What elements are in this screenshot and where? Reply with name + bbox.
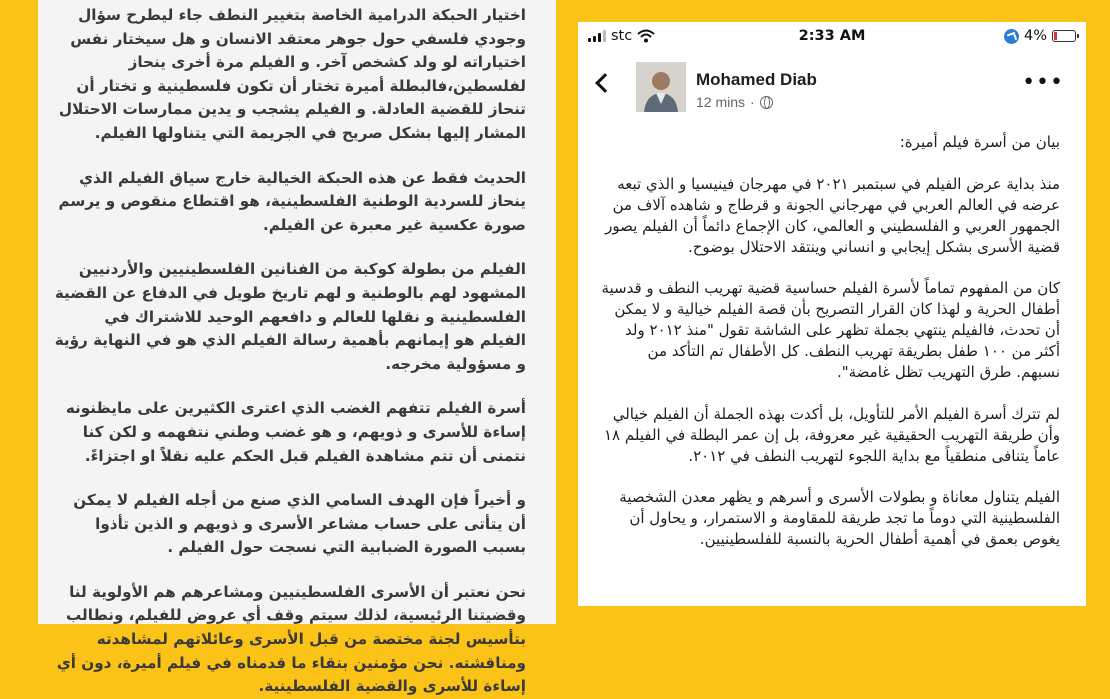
statement-paragraph: أسرة الفيلم تتفهم الغضب الذي اعترى الكثيرين على مايظنونه إساءة للأسرى و ذويهم، و هو غضب وطني نتفهمه و لكن كنا نتمنى أن تتم مشاهدة الفيلم قبل الحكم عليه نقلاً او اجتزاءً. xyxy=(65,399,526,465)
post-paragraph: منذ بداية عرض الفيلم في سبتمبر ٢٠٢١ في مهرجان فينيسيا و الذي تبعه عرضه في العالم العربي في مهرجاني الجونة و قرطاج و شاهده آلاف من الجمهور العربي و الفلسطيني و العالمي، كان الإجماع دائماً أن الفيلم يصور قضية الأسرى بشكل إيجابي و انساني وينتقد الاحتلال بوضوح. xyxy=(605,174,1060,256)
post-paragraph: بيان من أسرة فيلم أميرة: xyxy=(899,133,1060,151)
status-time: 2:33 AM xyxy=(798,28,866,44)
statement-paragraph: نحن نعتبر أن الأسرى الفلسطينيين ومشاعرهم هم الأولوية لنا وقضيتنا الرئيسية، لذلك سيتم وقف أي عروض للفيلم، ونطالب بتأسيس لجنة مختصة من قبل الأسرى وعائلاتهم لمشاهدته ومناقشته. نحن مؤمنين بنقاء ما قدمناه في فيلم أميرة، دون أي إساءة للأسرى والقضية الفلسطينية. xyxy=(56,582,526,696)
statement-paragraph: الفيلم من بطولة كوكبة من الفنانين الفلسطينيين والأردنيين المشهود لهم بالوطنية و لهم تاريخ طويل في الدفاع عن القضية الفلسطينية و نقلها للعالم و دافعهم الوحيد للاشتراك في الفيلم هو إيمانهم بأهمية رسالة الفيلم الذي هو في النهاية رؤية و مسؤولية مخرجه. xyxy=(54,260,526,373)
statement-paragraph: الحديث فقط عن هذه الحبكة الخيالية خارج سياق الفيلم الذي ينحاز للسردية الوطنية الفلسطينية، هو اقتطاع منقوص و يرسم صورة عكسية غير معبرة عن الفيلم. xyxy=(58,168,526,234)
status-bar xyxy=(578,22,1086,52)
carrier-label: stc xyxy=(611,28,633,44)
post-paragraph: الفيلم يتناول معاناة و بطولات الأسرى و أسرهم و يظهر معدن الشخصية الفلسطينية التي دوماً ما تجد طريقة للمقاومة و الاستمرار، و يحاول أن يغوص بعمق في أهمية أطفال الحرية بالنسبة للفلسطينيين. xyxy=(619,488,1060,548)
post-body xyxy=(578,132,1086,550)
battery-icon xyxy=(1052,30,1076,42)
meta-dot: · xyxy=(750,94,755,110)
battery-percent: 4% xyxy=(1023,28,1047,44)
statement-paragraph: و أخيراً فإن الهدف السامي الذي صنع من أجله الفيلم لا يمكن أن يتأتى على حساب مشاعر الأسرى و ذويهم و الذين تأذوا بسبب الصورة الضبابية التي نسجت حول الفيلم . xyxy=(73,491,526,557)
post-paragraph: كان من المفهوم تماماً لأسرة الفيلم حساسية قضية تهريب النطف و قدسية أطفال الحرية و لهذا كان القرار التصريح بأن قصة الفيلم خيالية و لا يمكن أن تحدث، فالفيلم ينتهي بجملة تظهر على الشاشة تقول "منذ ٢٠١٢ ولد أكثر من ١٠٠ طفل بطريقة تهريب النطف. كل الأطفال تم التأكد من نسبهم. طرق التهريب تظل غامضة". xyxy=(601,279,1060,381)
location-icon xyxy=(1004,29,1019,44)
post-meta xyxy=(696,94,773,110)
post-paragraph: لم تترك أسرة الفيلم الأمر للتأويل، بل أكدت بهذه الجملة أن الفيلم خيالي وأن طريقة التهريب الحقيقية غير معروفة، بل إن عمر البطلة في الفيلم ١٨ عاماً يتنافى منطقياً مع بداية اللجوء لتهريب النطف في ٢٠١٢. xyxy=(604,404,1060,465)
post-time[interactable]: 12 mins xyxy=(696,94,746,110)
statement-paragraph: اختيار الحبكة الدرامية الخاصة بتغيير النطف جاء ليطرح سؤال وجودي فلسفي حول جوهر معتقد الانسان و هل سيختار نفس اختياراته لو ولد كشخص آخر. و الفيلم مرة أخرى ينحاز لفلسطين،فالبطلة أميرة تختار أن تكون فلسطينية و تختار أن تنحاز للقضية العادلة. و الفيلم يشجب و يدين ممارسات الاحتلال المشار إليها بشكل صريح في الجريمة التي يتناولها الفيلم. xyxy=(58,6,526,142)
globe-icon xyxy=(760,96,773,109)
back-arrow-icon[interactable] xyxy=(595,73,615,93)
status-right xyxy=(1004,28,1076,44)
post-header xyxy=(578,52,1086,120)
left-statement-page xyxy=(38,0,556,696)
avatar-person-icon xyxy=(636,62,686,112)
more-options-icon[interactable]: ••• xyxy=(1022,70,1064,95)
phone-screenshot xyxy=(578,22,1086,606)
author-name[interactable]: Mohamed Diab xyxy=(696,70,817,89)
avatar[interactable] xyxy=(636,62,686,112)
